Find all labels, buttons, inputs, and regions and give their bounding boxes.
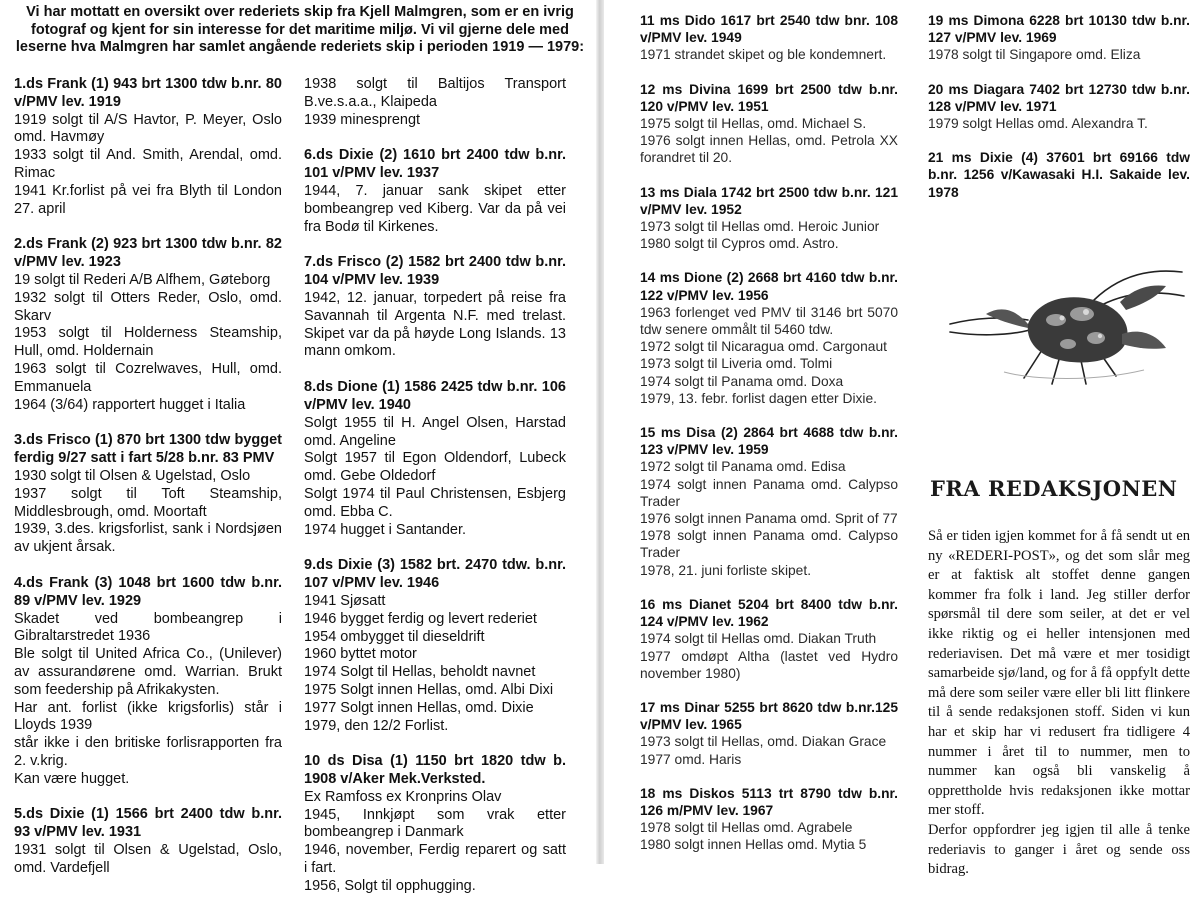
ship-history-line: 1946, november, Ferdig reparert og satt i fart. [304,842,566,877]
ship-history-line: 19 solgt til Rederi A/B Alfhem, Gøteborg [14,271,271,288]
ship-entry [640,12,898,64]
ship-history-line: 1939, 3.des. krigsforlist, sank i Nordsjøen av ukjent årsak. [14,521,282,556]
ship-history-line: 1945, Innkjøpt som vrak etter bombeangrep i Danmark [304,806,566,841]
ship-history-line: 1963 solgt til Cozrelwaves, Hull, omd. Emmanuela [14,360,282,395]
editorial-body [928,527,1190,880]
ship-entry-title: 21 ms Dixie (4) 37601 brt 69166 tdw b.nr. 1256 v/Kawasaki H.I. Sakaide lev. 1978 [928,150,1190,200]
ship-history-line: 1975 Solgt innen Hellas, omd. Albi Dixi [304,681,554,698]
editorial-paragraph: Derfor oppfordrer jeg igjen til alle å tenke rederiavis to ganger i året og sende oss bidrag. [928,821,1190,878]
lobster-icon [944,262,1190,392]
editorial-title: FRA REDAKSJONEN [930,476,1178,501]
ship-entry-title: 8.ds Dione (1) 1586 2425 tdw b.nr. 106 v/PMV lev. 1940 [304,379,566,413]
ship-history-line: Solgt 1955 til H. Angel Olsen, Harstad omd. Angeline [304,414,566,449]
ship-history-line: Ble solgt til United Africa Co., (Unilever) av assurandørene omd. Warrian. Brukt som feedership på Afrikakysten. [14,646,282,698]
ship-history-line: 1933 solgt til And. Smith, Arendal, omd. Rimac [14,147,282,181]
ship-history-line: 1964 (3/64) rapportert hugget i Italia [14,396,246,413]
ship-entry [304,379,566,539]
ship-history-line: 1972 solgt til Nicaragua omd. Cargonaut [640,339,887,355]
ship-entry [640,785,898,854]
ship-entry [14,806,282,877]
ship-entry [640,424,898,579]
ship-entry-title: 11 ms Dido 1617 brt 2540 tdw bnr. 108 v/PMV lev. 1949 [640,13,898,46]
ship-history-line: Solgt 1974 til Paul Christensen, Esbjerg omd. Ebba C. [304,485,566,520]
ship-list-column-4 [928,12,1190,218]
ship-history-line: 1953 solgt til Holderness Steamship, Hull, omd. Holdernain [14,325,282,360]
ship-history-line: 1976 solgt innen Panama omd. Sprit of 77 [640,511,898,527]
ship-history-line: 1977 omd. Haris [640,751,742,767]
ship-history-line: 1937 solgt til Toft Steamship, Middlesbrough, omd. Moortaft [14,485,282,520]
ship-history-line: 1974 hugget i Santander. [304,521,467,538]
ship-history-line: 1930 solgt til Olsen & Ugelstad, Oslo [14,467,251,484]
ship-entry [304,557,566,735]
ship-history-line: 1972 solgt til Panama omd. Edisa [640,459,846,475]
ship-entry [928,81,1190,133]
ship-history-line: 1932 solgt til Otters Reder, Oslo, omd. Skarv [14,289,282,324]
ship-entry [14,432,282,557]
ship-entry [304,147,566,236]
ship-history-line: 1971 strandet skipet og ble kondemnert. [640,47,887,63]
ship-history-line: 1956, Solgt til opphugging. [304,877,476,894]
ship-history-line: Solgt 1957 til Egon Oldendorf, Lubeck omd. Gebe Oldedorf [304,450,566,485]
ship-history-line: 1978 solgt innen Panama omd. Calypso Trader [640,528,898,561]
ship-entry-title: 9.ds Dixie (3) 1582 brt. 2470 tdw. b.nr. 107 v/PMV lev. 1946 [304,557,566,592]
ship-history-line: 1973 solgt til Liveria omd. Tolmi [640,356,833,372]
ship-list-column-3 [640,12,898,871]
ship-history-line: 1942, 12. januar, torpedert på reise fra Savannah til Argenta N.F. med trelast. Skipet var da på høyde Long Islands. 13 mann omkom. [304,289,566,360]
ship-history-line: 1954 ombygget til dieseldrift [304,628,485,645]
ship-history-line: 1941 Sjøsatt [304,592,386,609]
ship-history-line: 1963 forlenget ved PMV til 3146 brt 5070 tdw senere ommålt til 5460 tdw. [640,304,898,338]
ship-entry-title: 2.ds Frank (2) 923 brt 1300 tdw b.nr. 82 v/PMV lev. 1923 [14,236,282,271]
ship-history-line: Skadet ved bombeangrep i Gibraltarstredet 1936 [14,610,282,645]
ship-entry-title: 3.ds Frisco (1) 870 brt 1300 tdw bygget ferdig 9/27 satt i fart 5/28 b.nr. 83 PMV [14,432,282,467]
ship-history-line: 1919 solgt til A/S Havtor, P. Meyer, Oslo omd. Havmøy [14,111,282,146]
page-gutter [596,0,604,864]
ship-history-line: 1944, 7. januar sank skipet etter bombeangrep ved Kiberg. Var da på vei fra Bodø til Kirkenes. [304,182,566,235]
ship-entry [304,753,566,895]
ship-history-line: 1939 minesprengt [304,111,421,128]
ship-entry-title: 14 ms Dione (2) 2668 brt 4160 tdw b.nr. 122 v/PMV lev. 1956 [640,270,898,303]
ship-history-line: 1974 solgt til Hellas omd. Diakan Truth [640,631,877,647]
ship-history-line: 1978 solgt til Singapore omd. Eliza [928,47,1141,63]
ship-entry [640,596,898,682]
ship-history-line: 1946 bygget ferdig og levert rederiet [304,610,537,627]
ship-history-line: Ex Ramfoss ex Kronprins Olav [304,788,502,805]
ship-history-line: Har ant. forlist (ikke krigsforlis) står i Lloyds 1939 [14,699,282,734]
ship-entry-title: 15 ms Disa (2) 2864 brt 4688 tdw b.nr. 123 v/PMV lev. 1959 [640,425,898,458]
ship-history-line: 1980 solgt innen Hellas omd. Mytia 5 [640,837,867,853]
ship-history-line: 1974 solgt til Panama omd. Doxa [640,373,844,389]
ship-history-line: 1974 Solgt til Hellas, beholdt navnet [304,664,536,681]
ship-history-line: står ikke i den britiske forlisrapporten fra 2. v.krig. [14,735,282,769]
ship-history-line: 1974 solgt innen Panama omd. Calypso Trader [640,476,898,509]
ship-history-line: 1977 Solgt innen Hellas, omd. Dixie [304,699,534,716]
ship-history-line: 1980 solgt til Cypros omd. Astro. [640,236,839,252]
ship-entry [14,236,282,414]
ship-entry [640,81,898,167]
ship-entry [304,76,566,129]
ship-history-line: 1960 byttet motor [304,646,417,663]
ship-entry [640,184,898,253]
ship-entry-title: 20 ms Diagara 7402 brt 12730 tdw b.nr. 128 v/PMV lev. 1971 [928,81,1190,114]
ship-entry-title: 7.ds Frisco (2) 1582 brt 2400 tdw b.nr. 104 v/PMV lev. 1939 [304,254,566,289]
ship-entry [928,12,1190,64]
editorial-paragraph: Så er tiden igjen kommet for å få sendt ut en ny «REDERI-POST», og det som slår meg er at faktisk alt stoffet denne gangen kommer fra folk i land. Jeg stiller derfor spørsmål til dere som seiler, at det er vel ikke riktig og ei heller intensjonen med rederiavisen. Det må være et mer tosidigt samarbeide sjø/land, og for å få oppfylt dette må dere som seiler være eller bli litt flinkere til å sende redaksjonen stoff. Siden vi kun har et skip har vi redusert fra tidligere 4 nummer i året til to nummer, men to nummer kan også bli vanskelig å opprettholde hvis redaksjonen ikke mottar mer stoff. [928,528,1190,819]
ship-entry-title: 1.ds Frank (1) 943 brt 1300 tdw b.nr. 80 v/PMV lev. 1919 [14,76,282,110]
ship-history-line: 1979 solgt Hellas omd. Alexandra T. [928,116,1148,132]
ship-entry [14,76,282,218]
ship-history-line: 1979, 13. febr. forlist dagen etter Dixie. [640,390,877,406]
ship-entry-title: 17 ms Dinar 5255 brt 8620 tdw b.nr.125 v/PMV lev. 1965 [640,699,898,733]
intro-text: Vi har mottatt en oversikt over rederiets skip fra Kjell Malmgren, som er en ivrig fotograf og kjent for sin interesse for det maritime miljø. Vi vil gjerne dele med leserne hva Malmgren har samlet angående rederiets skip i perioden 1919 — 1979: [15,4,585,55]
ship-list-column-1 [14,76,282,896]
ship-history-line: 1938 solgt til Baltijos Transport B.ve.s.a.a., Klaipeda [304,76,566,110]
ship-entry-title: 12 ms Divina 1699 brt 2500 tdw b.nr. 120 v/PMV lev. 1951 [640,81,898,114]
ship-entry-title: 16 ms Dianet 5204 brt 8400 tdw b.nr. 124 v/PMV lev. 1962 [640,596,898,630]
ship-history-line: 1931 solgt til Olsen & Ugelstad, Oslo, omd. Vardefjell [14,842,282,876]
ship-entry [928,149,1190,201]
ship-list-column-2 [304,76,566,914]
ship-history-line: 1976 solgt innen Hellas, omd. Petrola XX forandret til 20. [640,133,898,166]
ship-entry-title: 19 ms Dimona 6228 brt 10130 tdw b.nr. 127 v/PMV lev. 1969 [928,13,1190,46]
ship-entry-title: 5.ds Dixie (1) 1566 brt 2400 tdw b.nr. 93 v/PMV lev. 1931 [14,806,282,841]
ship-entry [640,699,898,768]
ship-history-line: 1973 solgt til Hellas omd. Heroic Junior [640,219,880,235]
ship-history-line: 1978, 21. juni forliste skipet. [640,562,812,578]
ship-entry-title: 4.ds Frank (3) 1048 brt 1600 tdw b.nr. 89 v/PMV lev. 1929 [14,574,282,609]
ship-entry-title: 13 ms Diala 1742 brt 2500 tdw b.nr. 121 v/PMV lev. 1952 [640,184,898,217]
ship-entry-title: 18 ms Diskos 5113 trt 8790 tdw b.nr. 126 m/PMV lev. 1967 [640,785,898,818]
ship-history-line: 1979, den 12/2 Forlist. [304,717,449,734]
ship-history-line: 1977 omdøpt Altha (lastet ved Hydro november 1980) [640,648,898,681]
ship-entry-title: 6.ds Dixie (2) 1610 brt 2400 tdw b.nr. 101 v/PMV lev. 1937 [304,147,566,182]
ship-entry [304,254,566,361]
ship-entry [640,269,898,407]
ship-entry-title: 10 ds Disa (1) 1150 brt 1820 tdw b. 1908 v/Aker Mek.Verksted. [304,753,566,788]
ship-history-line: Kan være hugget. [14,770,130,787]
ship-history-line: 1975 solgt til Hellas, omd. Michael S. [640,116,867,132]
ship-history-line: 1978 solgt til Hellas omd. Agrabele [640,820,853,836]
ship-history-line: 1973 solgt til Hellas, omd. Diakan Grace [640,734,887,750]
ship-history-line: 1941 Kr.forlist på vei fra Blyth til London 27. april [14,182,282,217]
ship-entry [14,575,282,789]
